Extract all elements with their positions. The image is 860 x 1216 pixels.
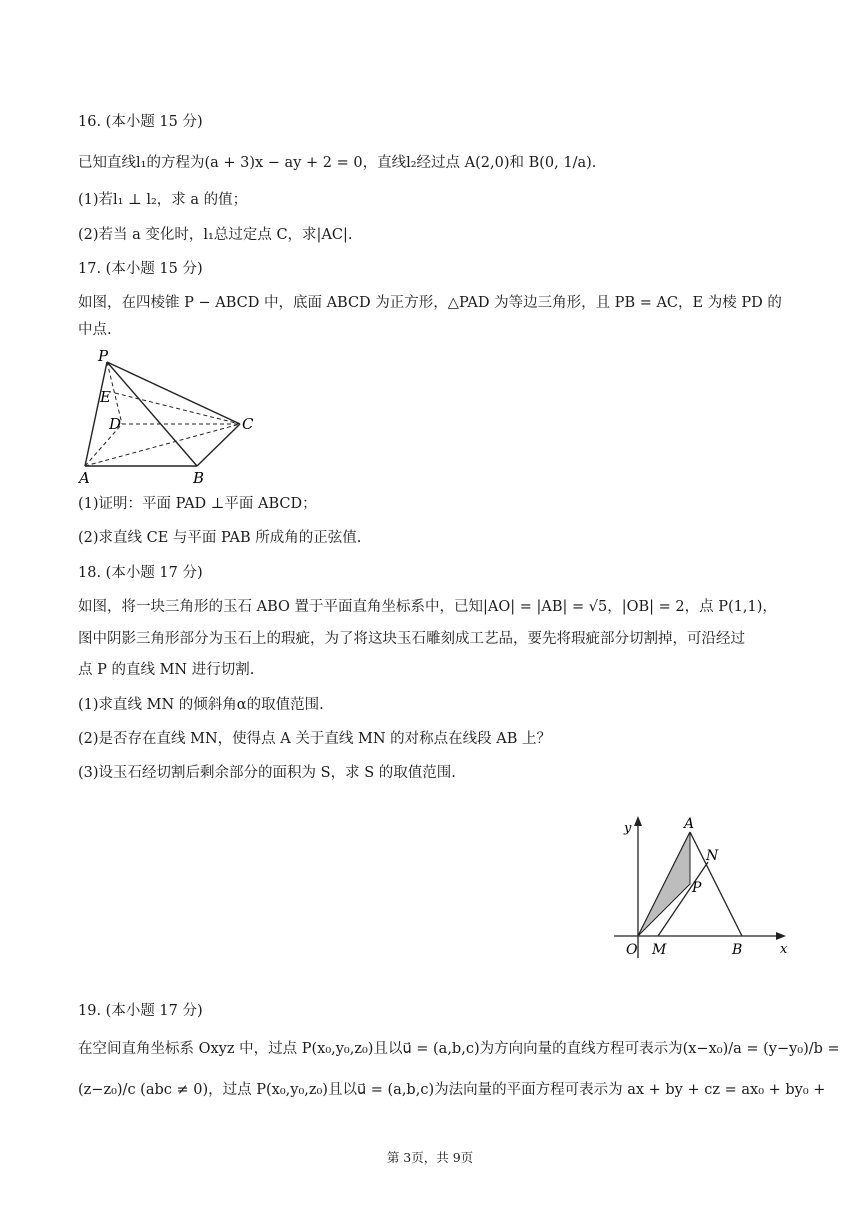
q18-stem-line1: 如图，将一块三角形的玉石 ABO 置于平面直角坐标系中，已知|AO| = |AB| = √5，|OB| = 2，点 P(1,1)， (78, 599, 777, 615)
q17-part2: (2)求直线 CE 与平面 PAB 所成角的正弦值. (78, 530, 362, 546)
label-O: O (626, 942, 638, 958)
q18-stem-line3: 点 P 的直线 MN 进行切割. (78, 662, 255, 678)
q19-stem-line1: 在空间直角坐标系 Oxyz 中，过点 P(x₀,y₀,z₀)且以u⃗ = (a,b,c)为方向向量的直线方程可表示为(x−x₀)/a = (y−y₀)/b = (78, 1041, 840, 1057)
label-A: A (684, 816, 695, 832)
q16-part2: (2)若当 a 变化时，l₁总过定点 C，求|AC|. (78, 227, 353, 243)
label-M: M (652, 942, 667, 958)
coordinate-figure (606, 812, 794, 964)
label-P: P (692, 880, 702, 896)
q19-stem-line2: (z−z₀)/c (abc ≠ 0)，过点 P(x₀,y₀,z₀)且以u⃗ = (a,b,c)为法向量的平面方程可表示为 ax + by + cz = ax₀ + by₀ + (78, 1082, 826, 1098)
label-N: N (706, 848, 719, 864)
q17-stem-line2: 中点. (78, 322, 112, 338)
label-E: E (100, 388, 111, 406)
q18-part3: (3)设玉石经切割后剩余部分的面积为 S，求 S 的取值范围. (78, 765, 456, 781)
label-B: B (193, 469, 205, 487)
q17-header: 17. (本小题 15 分) (78, 261, 203, 277)
q17-part1: (1)证明：平面 PAD ⊥平面 ABCD； (78, 496, 317, 512)
pyramid-figure (76, 346, 266, 488)
label-x: x (780, 942, 788, 957)
q18-stem-line2: 图中阴影三角形部分为玉石上的瑕疵，为了将这块玉石雕刻成工艺品，要先将瑕疵部分切割掉，可沿经过 (78, 631, 745, 647)
q18-header: 18. (本小题 17 分) (78, 565, 203, 581)
q17-stem-line1: 如图，在四棱锥 P − ABCD 中，底面 ABCD 为正方形，△PAD 为等边三角形，且 PB = AC，E 为棱 PD 的 (78, 295, 782, 311)
q19-header: 19. (本小题 17 分) (78, 1003, 203, 1019)
label-y: y (624, 821, 632, 836)
label-D: D (109, 415, 122, 433)
page-footer: 第 3页，共 9页 (386, 1150, 474, 1165)
q18-part1: (1)求直线 MN 的倾斜角α的取值范围. (78, 697, 324, 713)
label-C: C (242, 415, 254, 433)
label-P: P (98, 347, 109, 365)
q16-stem: 已知直线l₁的方程为(a + 3)x − ay + 2 = 0，直线l₂经过点 A(2,0)和 B(0, 1/a). (78, 155, 597, 171)
label-A: A (79, 469, 90, 487)
label-B: B (732, 942, 743, 958)
q18-part2: (2)是否存在直线 MN，使得点 A 关于直线 MN 的对称点在线段 AB 上？ (78, 731, 551, 747)
q16-part1: (1)若l₁ ⊥ l₂，求 a 的值； (78, 192, 248, 208)
q16-header: 16. (本小题 15 分) (78, 114, 203, 130)
